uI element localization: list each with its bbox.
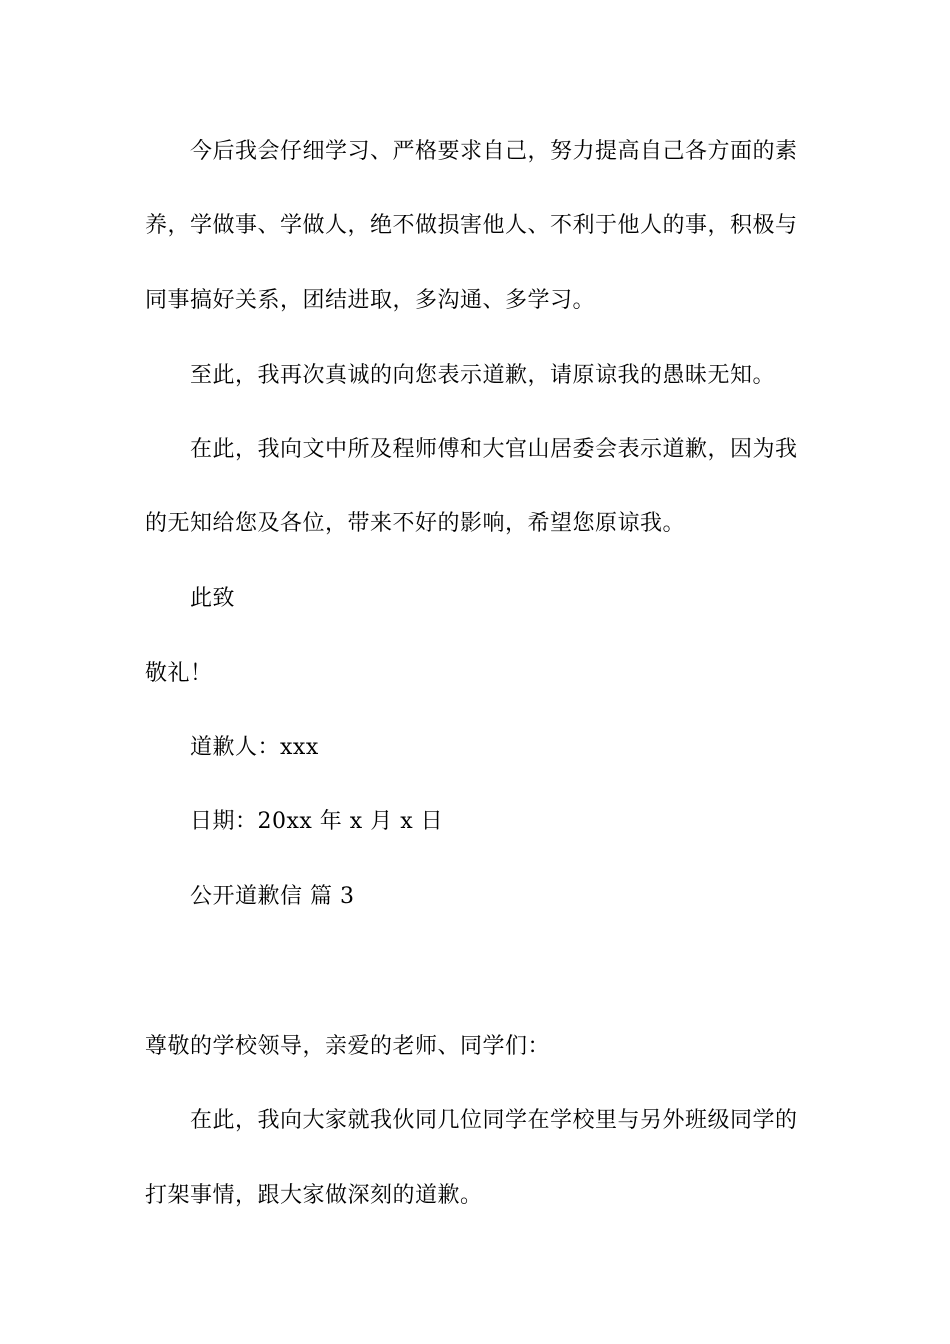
closing-regards: 敬礼！: [145, 661, 213, 686]
paragraph-line: 今后我会仔细学习、严格要求自己，努力提高自己各方面的素: [190, 139, 798, 164]
paragraph-line: 的无知给您及各位，带来不好的影响，希望您原谅我。: [145, 511, 686, 536]
paragraph-line: 在此，我向大家就我伙同几位同学在学校里与另外班级同学的: [190, 1108, 798, 1133]
paragraph-line: 至此，我再次真诚的向您表示道歉，请原谅我的愚昧无知。: [190, 363, 776, 388]
paragraph-line: 在此，我向文中所及程师傅和大官山居委会表示道歉，因为我: [190, 437, 798, 462]
letter-greeting: 尊敬的学校领导，亲爱的老师、同学们：: [145, 1034, 551, 1059]
paragraph-line: 打架事情，跟大家做深刻的道歉。: [145, 1183, 483, 1208]
closing-salutation: 此致: [190, 586, 236, 611]
date-line: 日期：20xx 年 x 月 x 日: [190, 809, 444, 834]
section-title: 公开道歉信 篇 3: [190, 884, 355, 909]
signature-line: 道歉人：xxx: [190, 735, 319, 760]
paragraph-line: 同事搞好关系，团结进取，多沟通、多学习。: [145, 288, 596, 313]
paragraph-line: 养，学做事、学做人，绝不做损害他人、不利于他人的事，积极与: [145, 213, 798, 238]
